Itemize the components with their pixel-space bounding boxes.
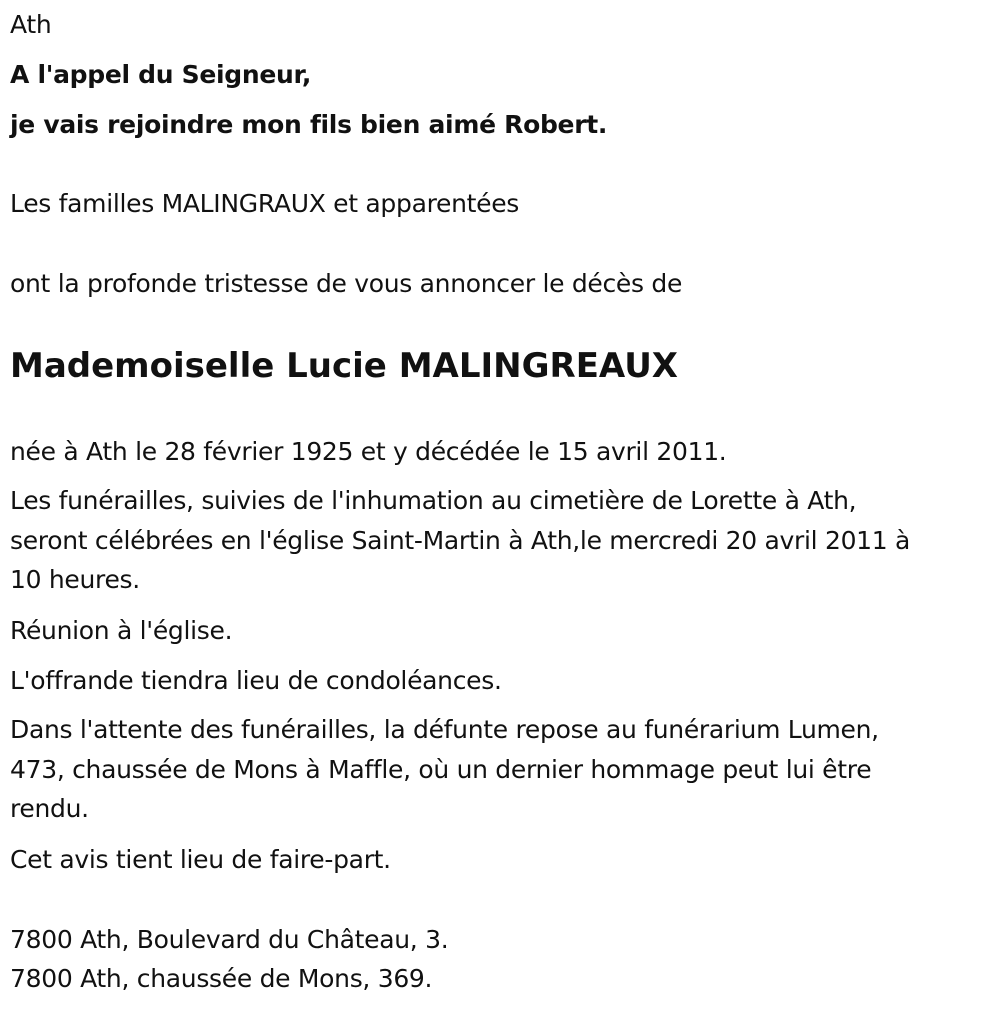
meeting-line: Réunion à l'église. [10,616,233,645]
birth-death-line: née à Ath le 28 février 1925 et y décédée le 15 avril 2011. [10,437,727,466]
deceased-name: Mademoiselle Lucie MALINGREAUX [10,346,679,386]
announcement-line: ont la profonde tristesse de vous annoncer le décès de [10,269,683,298]
rest-line-1: Dans l'attente des funérailles, la défunte repose au funérarium Lumen, [10,715,879,744]
funeral-line-2: seront célébrées en l'église Saint-Martin à Ath,le mercredi 20 avril 2011 à [10,526,911,555]
quote-line-1: A l'appel du Seigneur, [10,60,312,89]
funeral-line-1: Les funérailles, suivies de l'inhumation au cimetière de Lorette à Ath, [10,486,857,515]
families-line: Les familles MALINGRAUX et apparentées [10,189,520,218]
city-header: Ath [10,10,52,39]
address-line-2: 7800 Ath, chaussée de Mons, 369. [10,964,433,993]
funeral-line-3: 10 heures. [10,565,140,594]
offering-line: L'offrande tiendra lieu de condoléances. [10,666,502,695]
address-line-1: 7800 Ath, Boulevard du Château, 3. [10,925,449,954]
faire-part-line: Cet avis tient lieu de faire-part. [10,845,391,874]
quote-line-2: je vais rejoindre mon fils bien aimé Robert. [10,110,608,139]
rest-line-3: rendu. [10,794,89,823]
rest-line-2: 473, chaussée de Mons à Maffle, où un dernier hommage peut lui être [10,755,872,784]
